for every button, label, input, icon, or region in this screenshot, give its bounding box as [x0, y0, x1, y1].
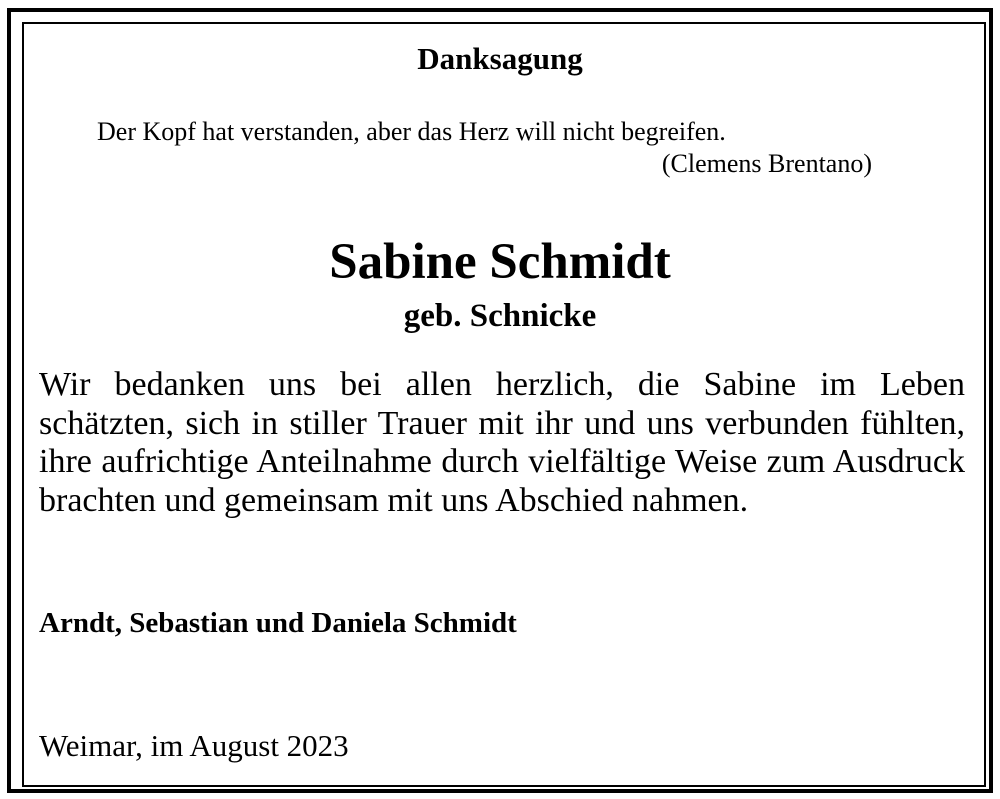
deceased-name: Sabine Schmidt	[329, 234, 671, 290]
place-and-date: Weimar, im August 2023	[39, 728, 349, 763]
signatories: Arndt, Sebastian und Daniela Schmidt	[39, 607, 517, 639]
deceased-maiden-name: geb. Schnicke	[403, 298, 597, 334]
quote-text: Der Kopf hat verstanden, aber das Herz will nicht begreifen.	[97, 117, 726, 146]
quote-author: (Clemens Brentano)	[661, 149, 872, 178]
thank-you-message: Wir bedanken uns bei allen herzlich, die Sabine im Leben schätzten, sich in stiller Trauer mit ihr und uns verbunden fühlten, ihre aufrichtige Anteilnahme durch vielfältige Weise zum Ausdruck brachten und gemeinsam mit uns Abschied nahmen.	[39, 366, 965, 519]
notice-heading: Danksagung	[417, 41, 583, 76]
